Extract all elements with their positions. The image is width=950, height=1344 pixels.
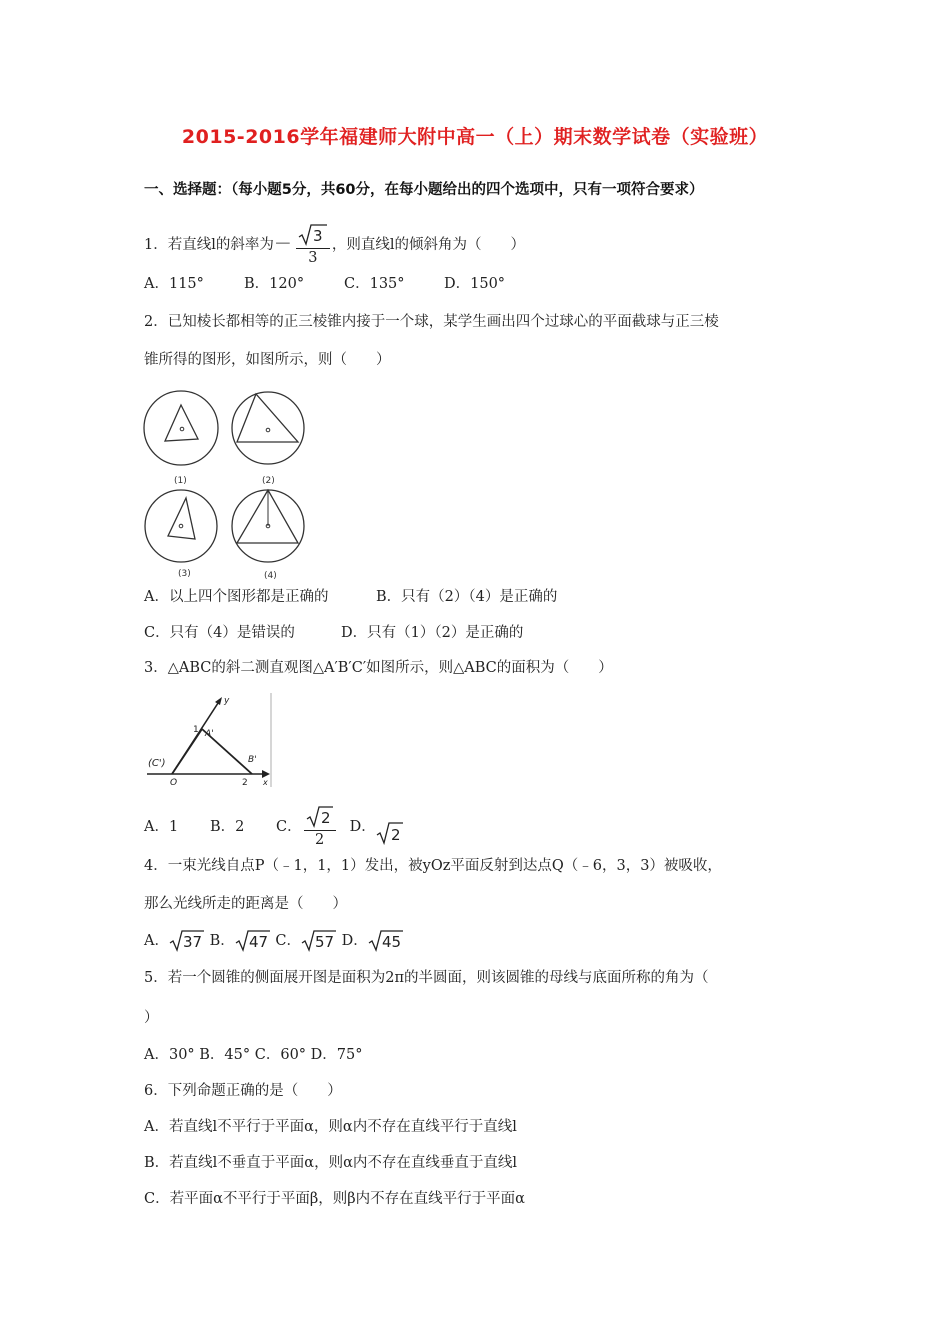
q2-figure-1 (144, 391, 218, 465)
q4-line-2: 那么光线所走的距离是（ ） (144, 896, 347, 912)
q4-c-radicand: 57 (314, 933, 335, 951)
q2-figure-3 (145, 490, 217, 562)
q1-radicand: 3 (312, 227, 323, 245)
q2-option-a: A．以上四个图形都是正确的 (144, 589, 329, 605)
q6-option-b: B．若直线l不垂直于平面α，则α内不存在直线垂直于直线l (144, 1155, 518, 1171)
q1-option-a: A．115° (144, 276, 204, 292)
q4-option-c-label: C． (275, 933, 301, 949)
q2-figure (140, 386, 308, 582)
q3-options (144, 806, 404, 848)
q6-option-c: C．若平面α不平行于平面β，则β内不存在直线平行于平面α (144, 1191, 525, 1207)
q3-label-2: 2 (242, 778, 248, 788)
q2-option-c: C．只有（4）是错误的 (144, 625, 295, 641)
q3-label-c: (C') (148, 758, 166, 769)
q1-option-b: B．120° (244, 276, 305, 292)
q5-line-1: 5．若一个圆锥的侧面展开图是面积为2π的半圆面，则该圆锥的母线与底面所称的角为（ (144, 970, 709, 986)
q6-option-a: A．若直线l不平行于平面α，则α内不存在直线平行于直线l (144, 1119, 517, 1135)
q3-option-c-fraction (304, 806, 336, 848)
q1-minus: － (273, 233, 292, 255)
q4-line-1: 4．一束光线自点P（﹣1，1，1）发出，被yOz平面反射到达点Q（﹣6，3，3）被吸收， (144, 858, 722, 874)
q1-denominator: 3 (308, 250, 318, 266)
q1-option-c: C．135° (344, 276, 405, 292)
q3-option-c-label: C． (276, 818, 302, 835)
q3-option-b: B．2 (210, 818, 245, 835)
q4-d-radicand: 45 (381, 933, 401, 951)
q3-d-radicand: 2 (390, 825, 401, 844)
x-axis-arrow-icon (262, 770, 270, 778)
q3-label-y: y (224, 696, 230, 706)
sqrt-icon (368, 930, 404, 952)
q4-a-radicand: 37 (182, 933, 203, 951)
q2-label-4: (4) (264, 571, 277, 581)
q5-options: A．30° B．45° C．60° D．75° (144, 1047, 363, 1063)
q2-label-1: (1) (174, 476, 187, 486)
q2-option-b: B．只有（2）（4）是正确的 (376, 589, 558, 605)
q2-line-2: 锥所得的图形，如图所示，则（ ） (144, 352, 391, 368)
q2-options-row-2 (144, 623, 523, 643)
q2-figure-4 (232, 490, 304, 562)
sqrt-icon (298, 224, 328, 246)
q3-option-d-label: D． (349, 818, 376, 835)
q4-option-d-label: D． (341, 933, 368, 949)
q3-option-a: A．1 (144, 818, 179, 835)
q4-options (144, 930, 404, 952)
q3-text: 3．△ABC的斜二测直观图△A′B′C′如图所示，则△ABC的面积为（ ） (144, 660, 613, 676)
sqrt-icon (235, 930, 271, 952)
sqrt-icon (306, 806, 334, 828)
q2-figure-2 (232, 392, 304, 464)
q6-text: 6．下列命题正确的是（ ） (144, 1083, 342, 1099)
q1-post: ，则直线l的倾斜角为（ ） (331, 236, 526, 253)
q3-label-b: B' (248, 755, 257, 765)
q2-options-row-1 (144, 587, 557, 607)
q3-label-x: x (263, 778, 268, 787)
section-heading: 一、选择题：（每小题5分，共60分，在每小题给出的四个选项中，只有一项符合要求） (144, 182, 704, 198)
q3-c-radicand: 2 (320, 809, 331, 827)
sqrt-icon (301, 930, 337, 952)
question-1 (144, 224, 525, 266)
q1-fraction (296, 224, 330, 266)
q4-option-b-label: B． (209, 933, 235, 949)
y-axis-arrow-icon (215, 697, 222, 705)
q4-option-a-label: A． (144, 933, 169, 949)
q2-line-1: 2．已知棱长都相等的正三棱锥内接于一个球，某学生画出四个过球心的平面截球与正三棱 (144, 314, 719, 330)
sqrt-icon (376, 821, 404, 845)
q1-pre: 1．若直线l的斜率为 (144, 236, 274, 253)
q5-line-2: ） (144, 1010, 159, 1026)
q2-label-3: (3) (178, 569, 191, 579)
q1-option-d: D．150° (444, 276, 506, 292)
q2-option-d: D．只有（1）（2）是正确的 (341, 625, 524, 641)
q4-b-radicand: 47 (248, 933, 268, 951)
q3-label-o: O (170, 778, 178, 788)
sqrt-icon (169, 930, 205, 952)
q3-c-denominator: 2 (314, 832, 325, 848)
q1-options (144, 274, 505, 294)
q2-label-2: (2) (262, 476, 275, 486)
q3-figure (144, 690, 272, 788)
page-title: 2015-2016学年福建师大附中高一（上）期末数学试卷（实验班） (181, 126, 769, 148)
q3-label-1: 1 (193, 725, 199, 735)
q3-label-a: A' (205, 729, 214, 739)
